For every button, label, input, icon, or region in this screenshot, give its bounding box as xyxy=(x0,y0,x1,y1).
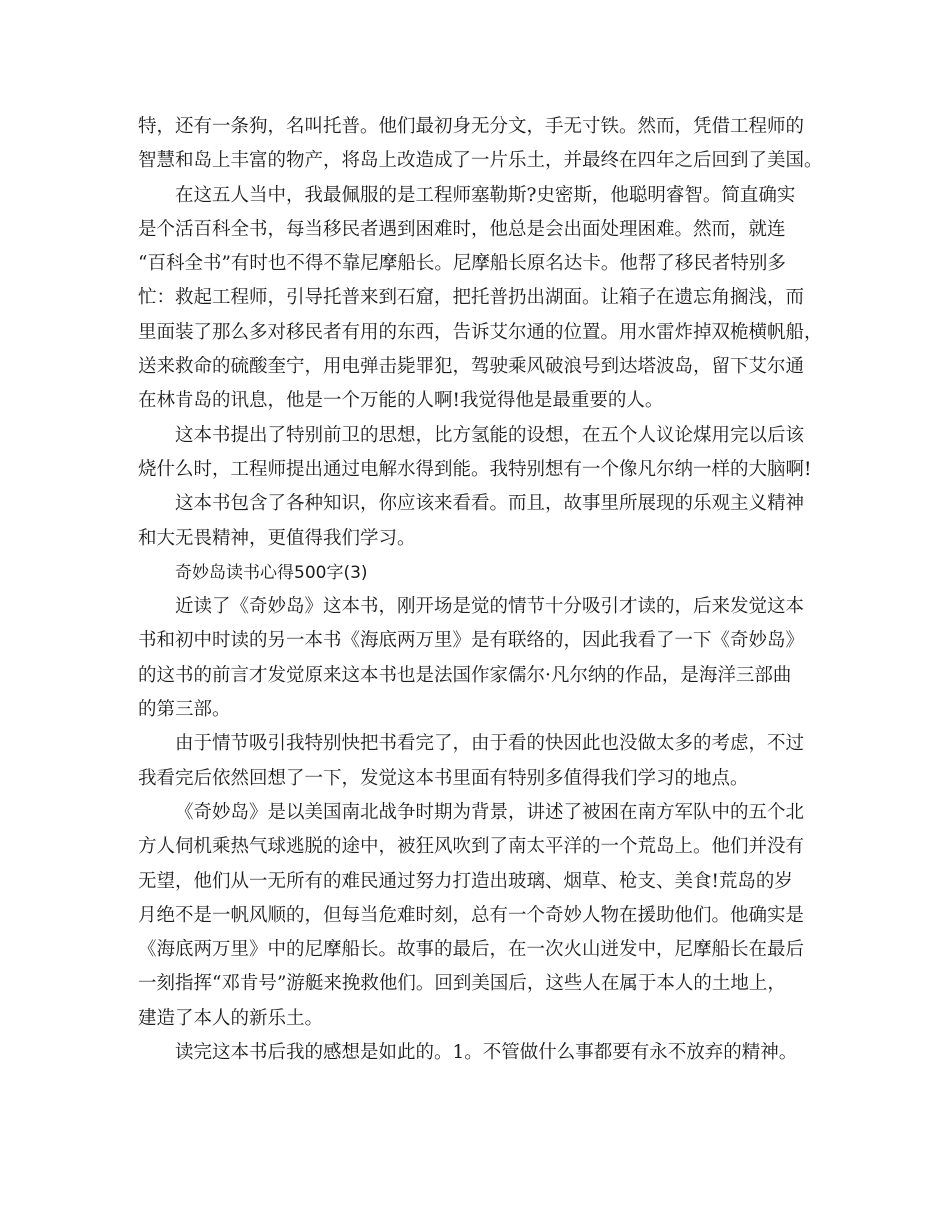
text-line: 忙：救起工程师，引导托普来到石窟，把托普扔出湖面。让箱子在遗忘角搁浅，而 xyxy=(138,287,805,309)
text-line: 的第三部。 xyxy=(138,699,231,721)
text-line: 月绝不是一帆风顺的，但每当危难时刻，总有一个奇妙人物在援助他们。他确实是 xyxy=(138,904,805,926)
text-line: 这本书提出了特别前卫的思想，比方氢能的设想，在五个人议论煤用完以后该 xyxy=(175,424,805,446)
text-line: 方人伺机乘热气球逃脱的途中，被狂风吹到了南太平洋的一个荒岛上。他们并没有 xyxy=(138,836,805,858)
text-line: 我看完后依然回想了一下，发觉这本书里面有特别多值得我们学习的地点。 xyxy=(138,767,749,789)
text-line: 一刻指挥“邓肯号”游艇来挽救他们。回到美国后，这些人在属于本人的土地上， xyxy=(138,973,786,995)
text-line: 《奇妙岛》是以美国南北战争时期为背景，讲述了被困在南方军队中的五个北 xyxy=(175,801,805,823)
text-line: 建造了本人的新乐土。 xyxy=(138,1007,324,1029)
text-line: 近读了《奇妙岛》这本书，刚开场是觉的情节十分吸引才读的，后来发觉这本 xyxy=(175,596,805,618)
text-line: 的这书的前言才发觉原来这本书也是法国作家儒尔·凡尔纳的作品，是海洋三部曲 xyxy=(138,664,792,686)
text-line: 是个活百科全书，每当移民者遇到困难时，他总是会出面处理困难。然而，就连 xyxy=(138,218,786,240)
text-line: 《海底两万里》中的尼摩船长。故事的最后，在一次火山迸发中，尼摩船长在最后 xyxy=(138,939,805,961)
text-line: 和大无畏精神，更值得我们学习。 xyxy=(138,527,416,549)
text-line: 烧什么时，工程师提出通过电解水得到能。我特别想有一个像凡尔纳一样的大脑啊! xyxy=(138,458,812,480)
text-line: 在这五人当中，我最佩服的是工程师塞勒斯?史密斯，他聪明睿智。简直确实 xyxy=(175,184,796,206)
text-line: 书和初中时读的另一本书《海底两万里》是有联络的，因此我看了一下《奇妙岛》 xyxy=(138,630,805,652)
text-line: 由于情节吸引我特别快把书看完了，由于看的快因此也没做太多的考虑，不过 xyxy=(175,733,805,755)
text-line: “百科全书”有时也不得不靠尼摩船长。尼摩船长原名达卡。他帮了移民者特别多 xyxy=(138,253,786,275)
text-line: 送来救命的硫酸奎宁，用电弹击毙罪犯，驾驶乘风破浪号到达塔波岛，留下艾尔通 xyxy=(138,356,805,378)
text-line: 在林肯岛的讯息，他是一个万能的人啊!我觉得他是最重要的人。 xyxy=(138,390,664,412)
text-line: 无望，他们从一无所有的难民通过努力打造出玻璃、烟草、枪支、美食!荒岛的岁 xyxy=(138,870,793,892)
text-line: 这本书包含了各种知识，你应该来看看。而且，故事里所展现的乐观主义精神 xyxy=(175,493,805,515)
text-line: 读完这本书后我的感想是如此的。1。不管做什么事都要有永不放弃的精神。 xyxy=(175,1042,798,1064)
text-line: 里面装了那么多对移民者有用的东西，告诉艾尔通的位置。用水雷炸掉双桅横帆船， xyxy=(138,321,823,343)
text-line: 智慧和岛上丰富的物产，将岛上改造成了一片乐土，并最终在四年之后回到了美国。 xyxy=(138,150,823,172)
document-page xyxy=(138,110,838,1070)
section-heading: 奇妙岛读书心得500字(3) xyxy=(175,562,368,583)
text-line: 特，还有一条狗，名叫托普。他们最初身无分文，手无寸铁。然而，凭借工程师的 xyxy=(138,116,805,137)
